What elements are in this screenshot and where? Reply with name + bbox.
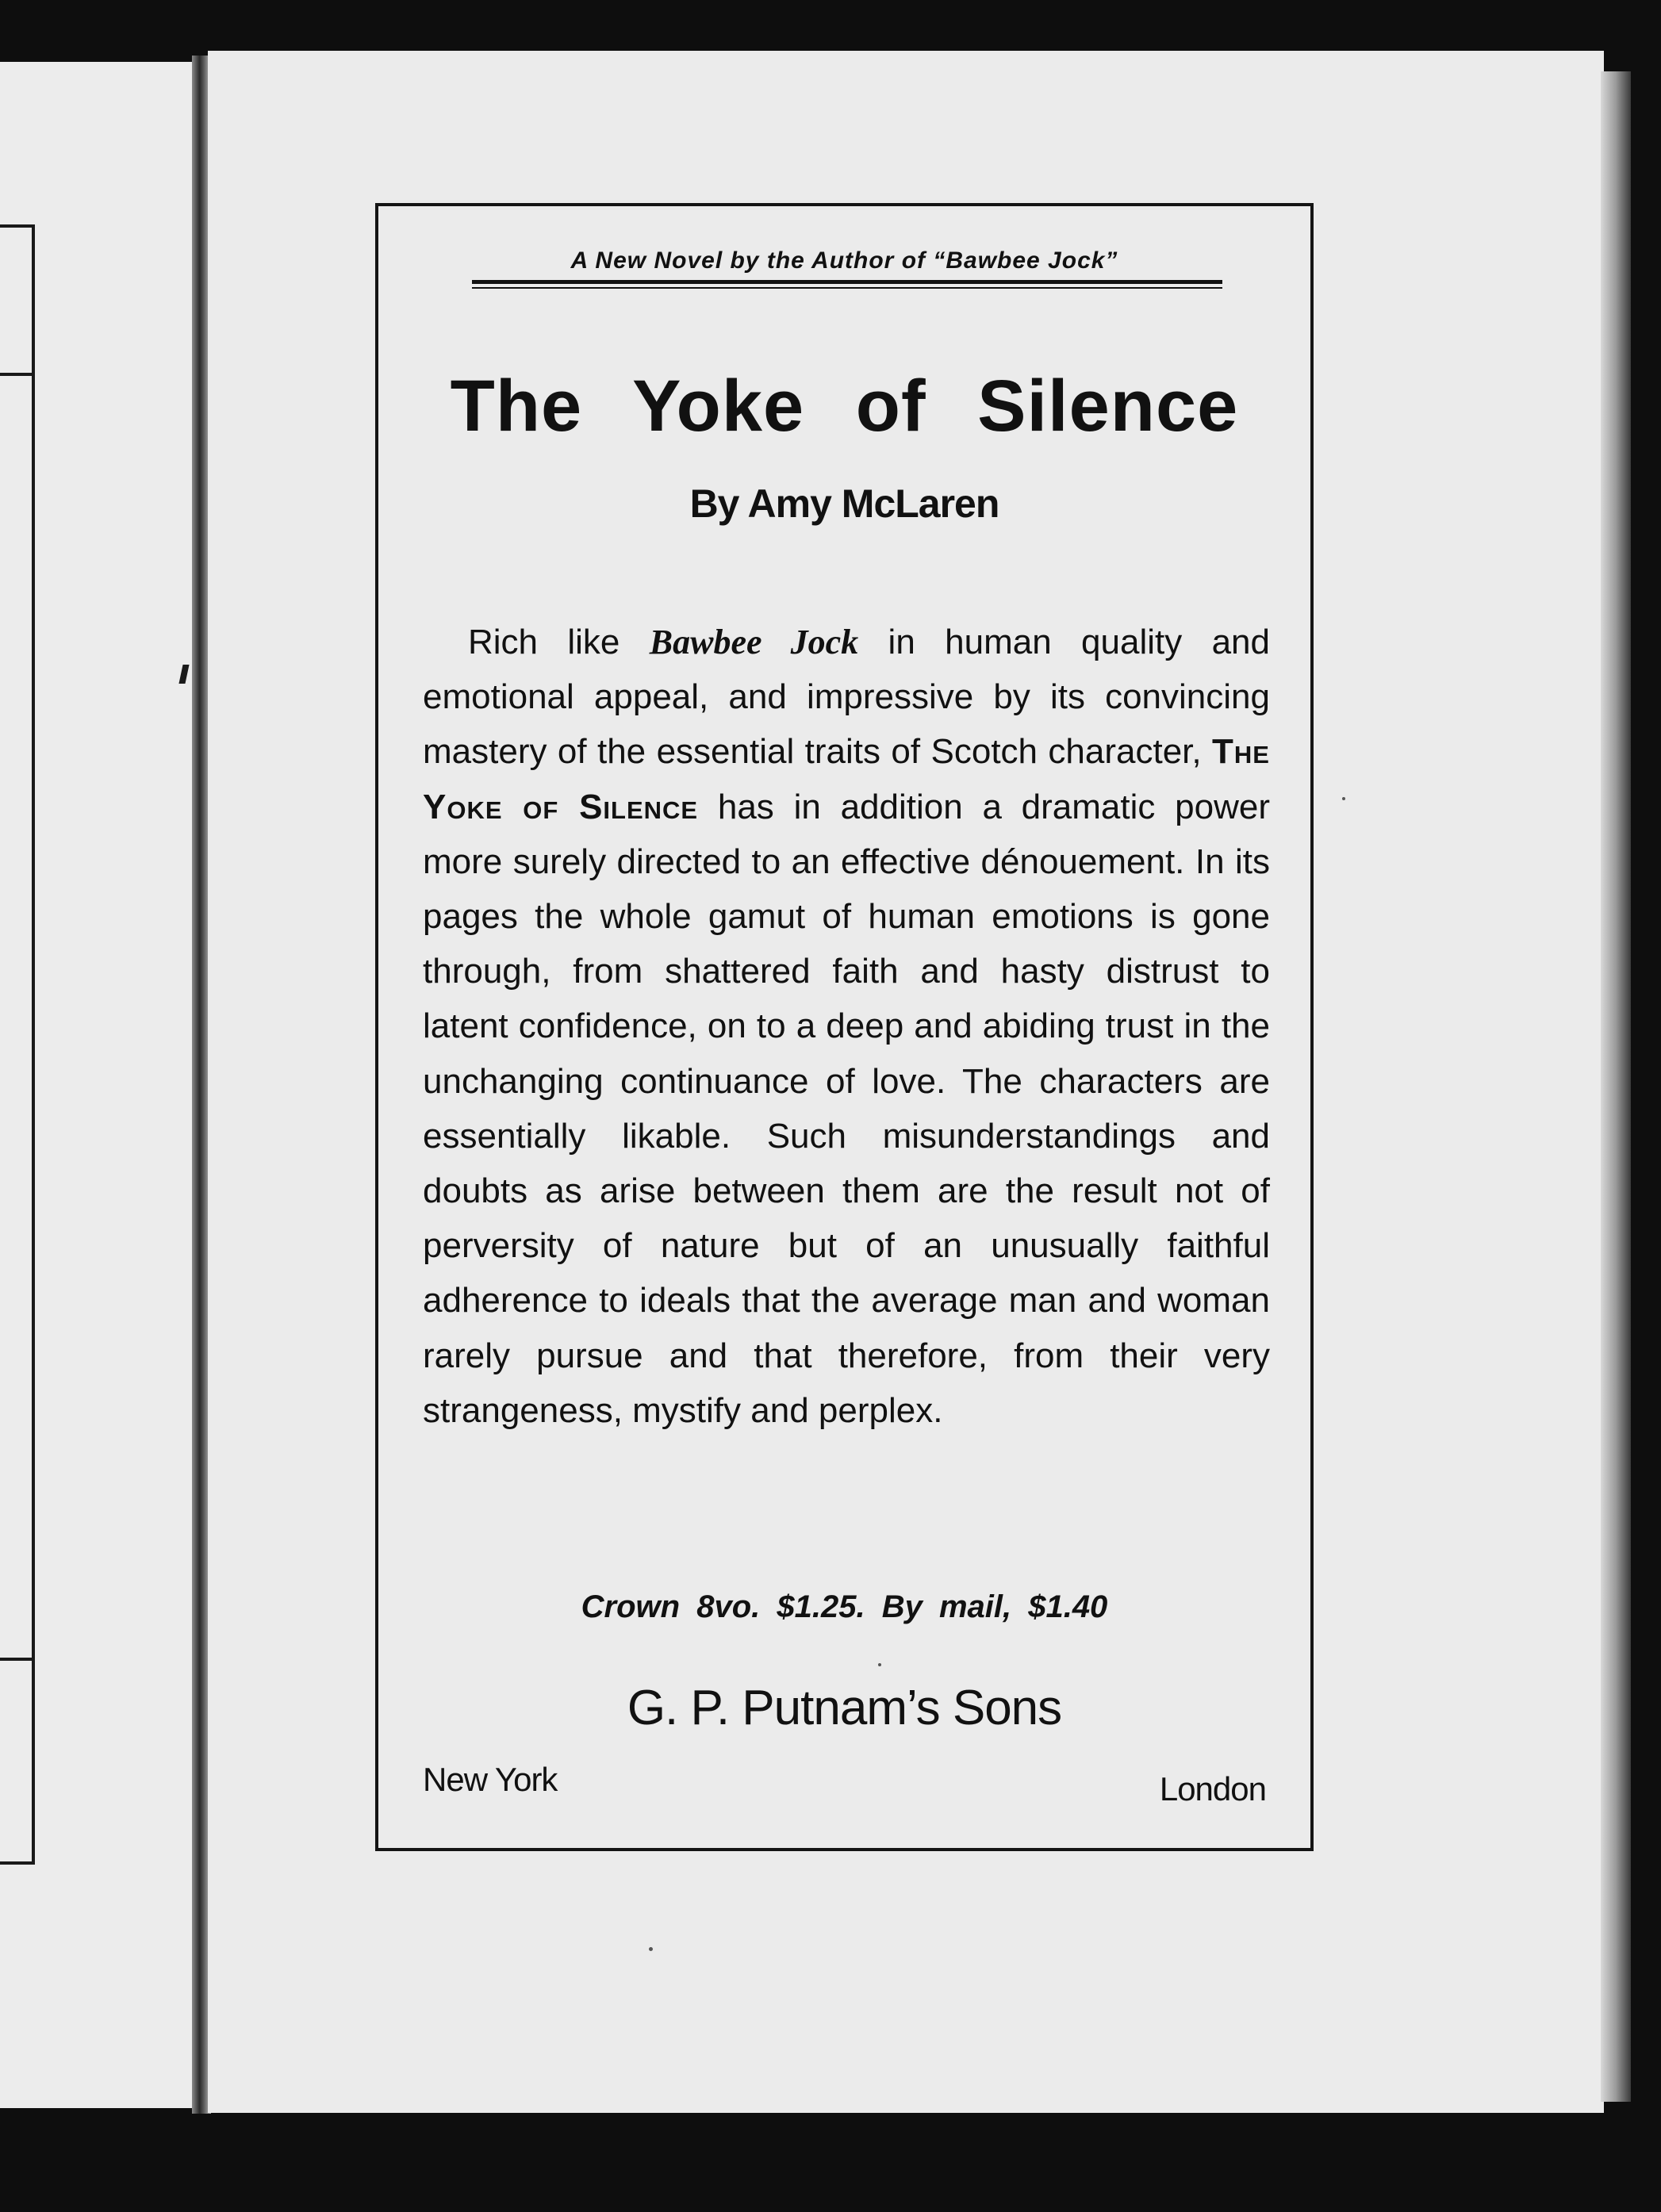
description-italic-title: Bawbee Jock [649, 623, 859, 661]
publisher-city-london: London [1159, 1770, 1266, 1808]
paper-speck [649, 1947, 653, 1951]
description-smallcaps-title: The Yoke of Silence [423, 732, 1270, 826]
price-line: Crown 8vo. $1.25. By mail, $1.40 [581, 1589, 1108, 1624]
facing-page-rule [0, 373, 32, 376]
facing-page [0, 62, 195, 2108]
advertisement-frame [375, 203, 1314, 1851]
description-text: has in addition a dramatic power more surely directed to an effective dénouement. In its pages the whole gamut of human emotions is gone through, from shattered faith and hasty distrust to latent confidence, on to a deep and abiding trust in the unchanging continuance of love. The characters are essentially likable. Such misunderstandings and doubts as arise between them are the result not of perversity of nature but of an unusually faithful adherence to ideals that the average man and woman rarely pursue and that therefore, from their very strangeness, mystify and perplex. [423, 787, 1270, 1430]
tagline: A New Novel by the Author of “Bawbee Jock” [570, 247, 1118, 274]
tagline-rule [472, 280, 1222, 284]
author-line: By Amy McLaren [689, 481, 999, 526]
facing-page-mark [178, 665, 189, 684]
book-description [423, 615, 1270, 1438]
description-text: Rich like [468, 623, 650, 661]
publisher-name: G. P. Putnam’s Sons [627, 1681, 1062, 1735]
book-title: The Yoke of Silence [450, 366, 1239, 447]
publisher-city-new-york: New York [423, 1761, 558, 1798]
tagline-rule [472, 287, 1222, 289]
description-text: in human quality and emotional appeal, and impressive by its convincing mastery of the essential traits of Scotch character, [423, 623, 1270, 772]
paper-speck [1342, 797, 1345, 800]
facing-page-frame [0, 224, 35, 1865]
page-edge [1601, 71, 1631, 2102]
paper-speck [878, 1663, 881, 1666]
facing-page-rule [0, 1658, 32, 1661]
